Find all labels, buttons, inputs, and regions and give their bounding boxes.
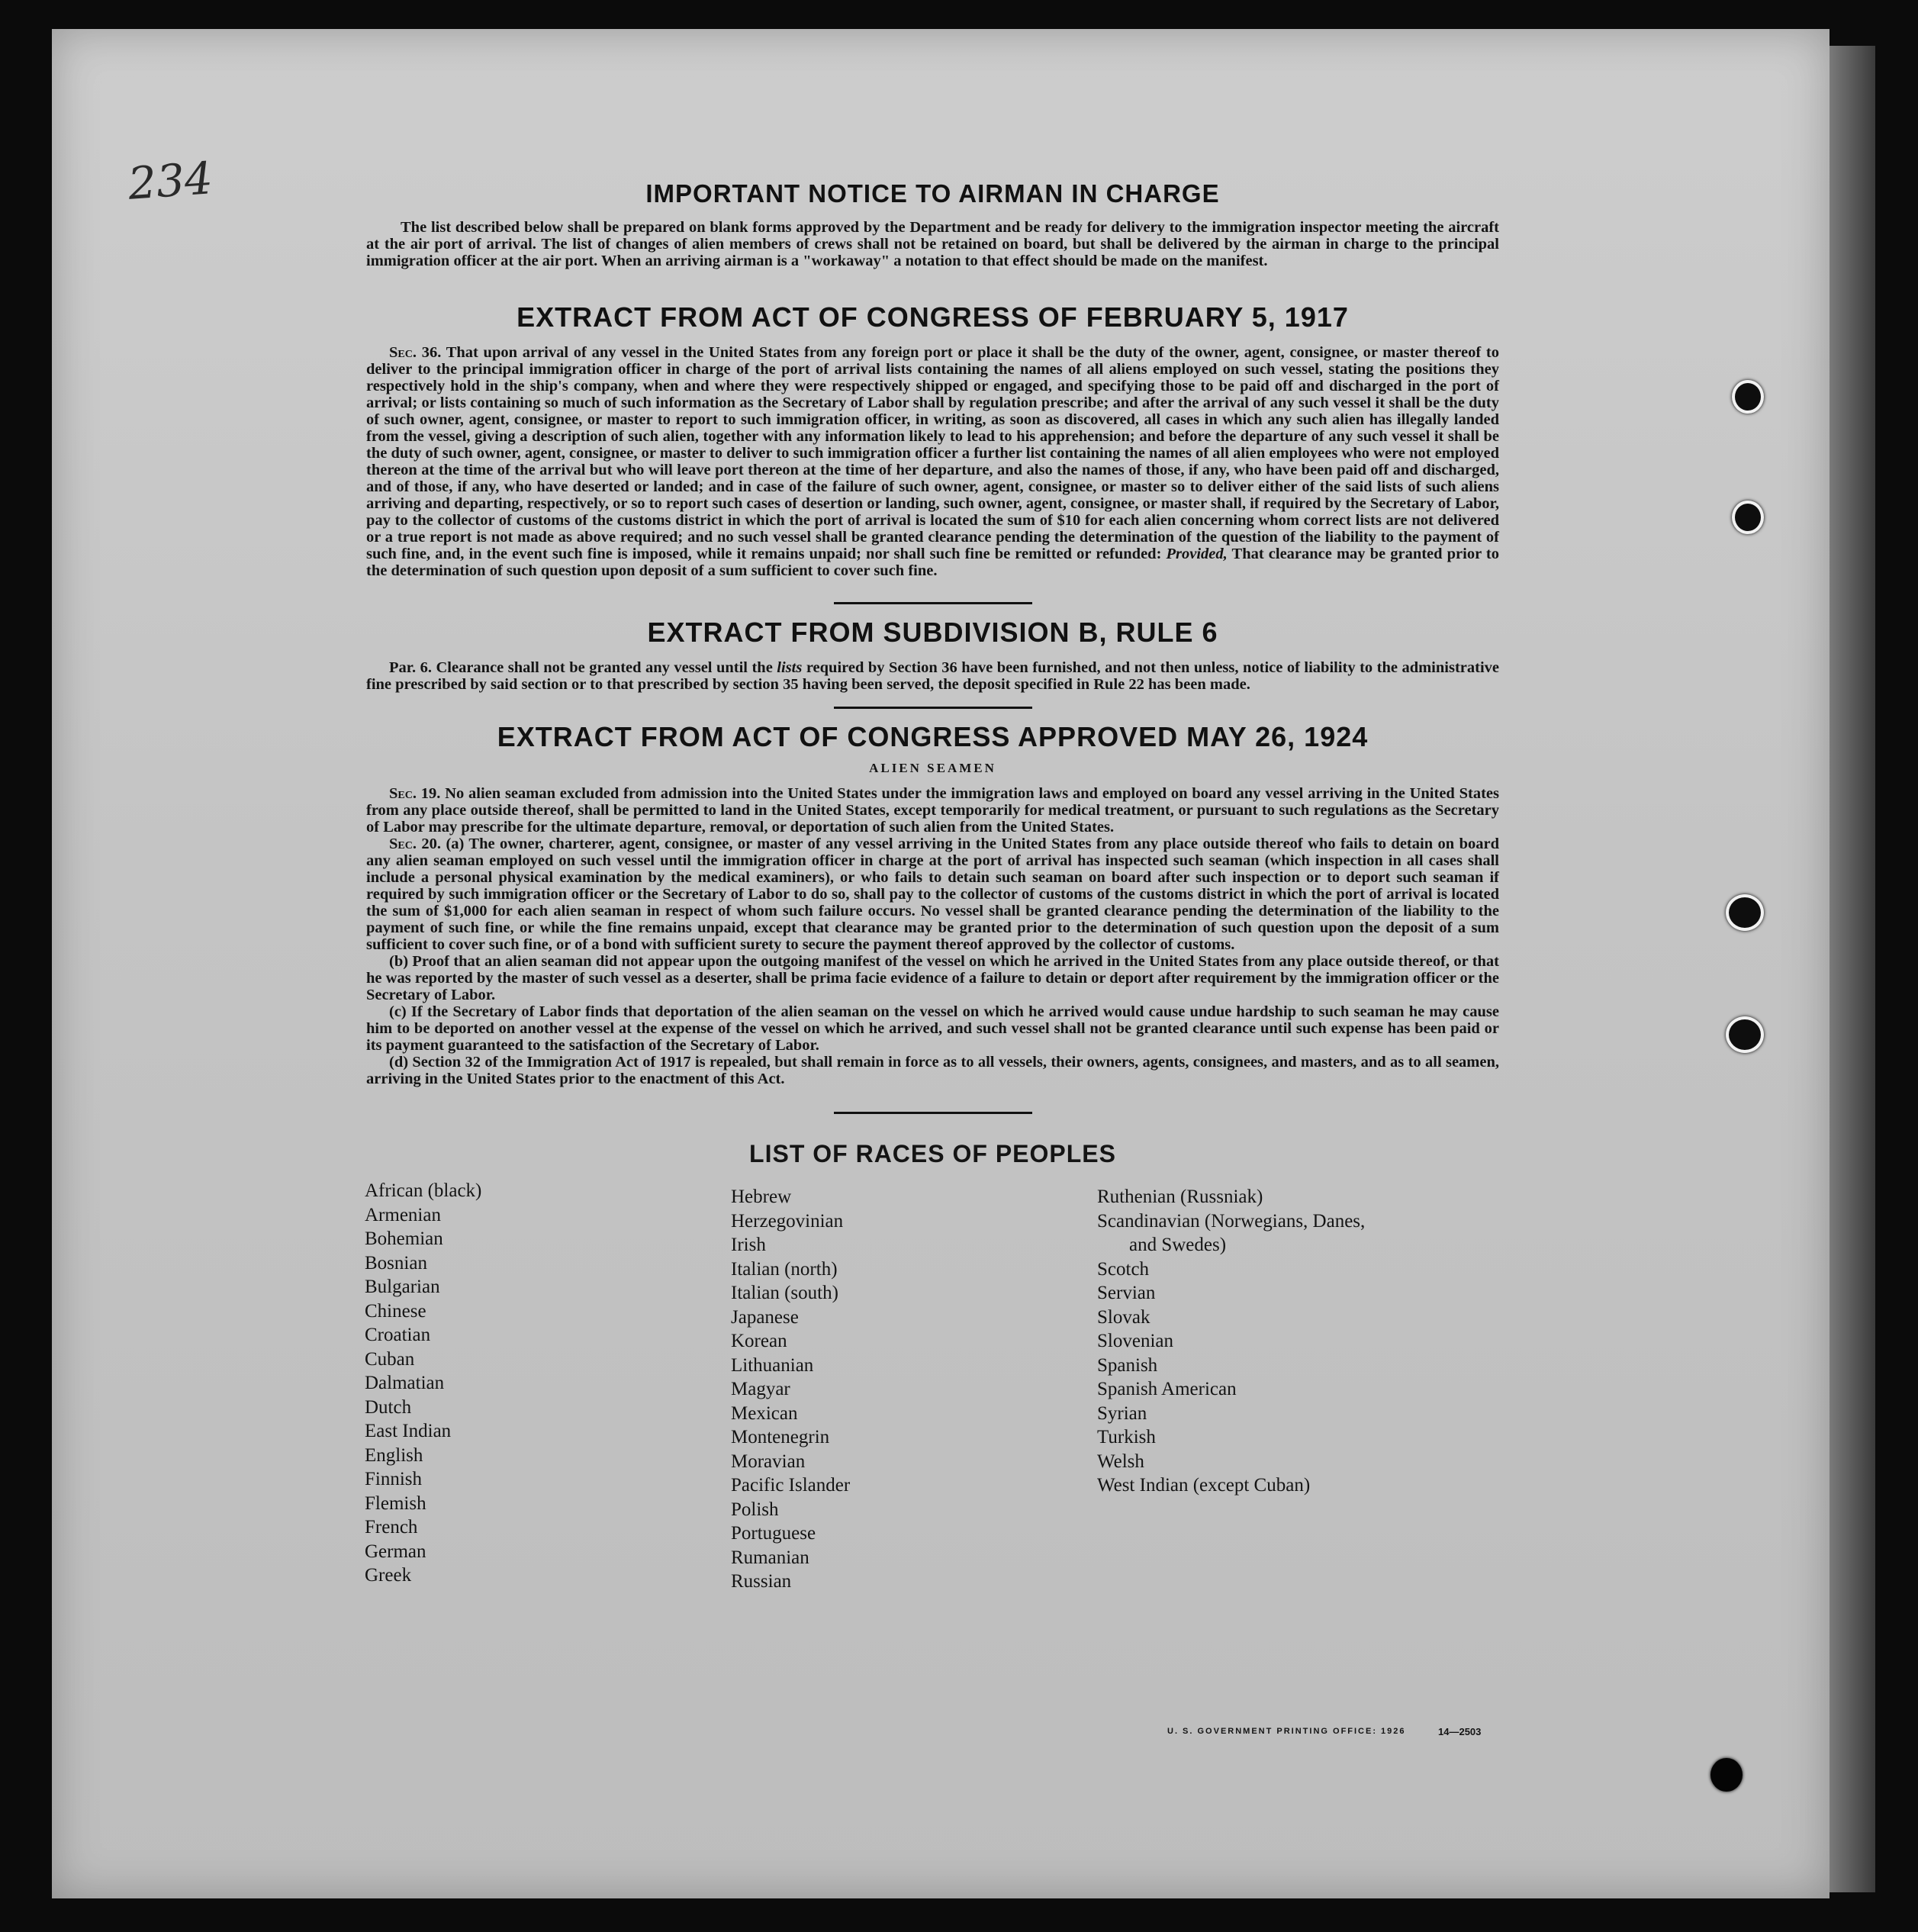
race-item: Russian xyxy=(731,1571,792,1592)
race-item: Armenian xyxy=(365,1204,441,1225)
races-column-1 xyxy=(365,1179,481,1588)
race-item: African (black) xyxy=(365,1180,482,1201)
divider xyxy=(834,1112,1032,1114)
punch-hole xyxy=(1732,501,1764,534)
race-item: Spanish American xyxy=(1097,1379,1237,1399)
race-item: Chinese xyxy=(365,1300,426,1322)
lists-word: lists xyxy=(777,659,803,676)
race-item: Scandinavian (Norwegians, Danes, xyxy=(1097,1210,1366,1232)
sec-19-body: No alien seaman excluded from admission into the United States under the immigration laws and employed on board any vessel arriving in the United States from any place outside thereof, shall be permitted to land in the United States, except temporarily for medical treatment, or pursuant to such regulations as the Secretary of Labor may prescribe for the ultimate departure, removal, or deportation of such alien from the United States. xyxy=(366,785,1500,836)
race-item: Japanese xyxy=(731,1306,799,1328)
rule-6-title: EXTRACT FROM SUBDIVISION B, RULE 6 xyxy=(647,617,1218,648)
race-item: Croatian xyxy=(365,1325,431,1345)
rule-6-text xyxy=(366,659,1499,693)
alien-seamen-subtitle: ALIEN SEAMEN xyxy=(869,761,996,775)
punch-hole xyxy=(1732,380,1764,414)
provided-word: Provided, xyxy=(1166,546,1228,562)
notice-text: The list described below shall be prepared on blank forms approved by the Department and be ready for delivery to the immigration inspector meeting the aircraft at the air port of arrival. The list of changes of alien members of crews shall not be retained on board, but shall be delivered by the airman in charge to the principal immigration officer at the air port. When an arriving airman is a "workaway" a notation to that effect should be made on the manifest. xyxy=(366,219,1499,269)
act-1924-title: EXTRACT FROM ACT OF CONGRESS APPROVED MAY 26, 1924 xyxy=(497,721,1369,752)
race-item: Greek xyxy=(365,1565,412,1586)
sec-36-end: That clearance may be granted prior to the determination of such question upon deposit of a sum sufficient to cover such fine. xyxy=(366,546,1499,579)
race-item: Slovenian xyxy=(1097,1331,1173,1351)
sec-20a-text xyxy=(366,836,1499,953)
sec-20d-text: (d) Section 32 of the Immigration Act of 1917 is repealed, but shall remain in force as to all vessels, their owners, agents, consignees, and masters, and as to all seamen, arriving in the United States prior to the enactment of this Act. xyxy=(366,1054,1499,1087)
race-item: Rumanian xyxy=(731,1547,809,1568)
race-item: Ruthenian (Russniak) xyxy=(1097,1187,1263,1207)
race-item: Lithuanian xyxy=(731,1354,814,1376)
printer-imprint: U. S. GOVERNMENT PRINTING OFFICE: 1926 xyxy=(1167,1727,1406,1736)
race-item: Dutch xyxy=(365,1396,412,1418)
par-6-label: Par. 6. xyxy=(389,659,432,676)
handwritten-page-number: 234 xyxy=(126,152,214,210)
act-1917-title: EXTRACT FROM ACT OF CONGRESS OF FEBRUARY 5, 1917 xyxy=(517,301,1349,333)
sec-20-label: Sec. 20. xyxy=(389,836,442,852)
race-item: Bosnian xyxy=(365,1252,427,1274)
sec-19-label: Sec. 19. xyxy=(389,785,441,802)
race-item: Portuguese xyxy=(731,1523,816,1544)
race-item: Italian (north) xyxy=(731,1258,838,1280)
par-6-text-a: Clearance shall not be granted any vessel until the xyxy=(436,659,773,676)
sec-20b-text: (b) Proof that an alien seaman did not appear upon the outgoing manifest of the vessel on which he arrived in the United States from any place outside thereof, or that he was reported by the master of such vessel as a deserter, shall be prima facie evidence of a failure to detain or deport after requirement by the immigration officer or the Secretary of Labor. xyxy=(366,953,1499,1003)
race-item: Bohemian xyxy=(365,1228,443,1249)
race-item: Moravian xyxy=(731,1451,806,1472)
race-item: Montenegrin xyxy=(731,1427,830,1447)
par-6-text-b: required by Section 36 have been furnished, and not then unless, notice of liability to the administrative fine prescribed by said section or to that prescribed by section 35 having been served, the deposit specified in Rule 22 has been made. xyxy=(366,659,1500,693)
race-item: Polish xyxy=(731,1499,779,1520)
race-item: Scotch xyxy=(1097,1258,1150,1280)
race-item: Pacific Islander xyxy=(731,1475,851,1496)
race-item: Irish xyxy=(731,1235,766,1255)
race-item: East Indian xyxy=(365,1421,452,1441)
race-item: and Swedes) xyxy=(1129,1235,1227,1255)
races-column-3 xyxy=(1097,1185,1365,1498)
races-title: LIST OF RACES OF PEOPLES xyxy=(749,1140,1116,1167)
sec-20c-text: (c) If the Secretary of Labor finds that deportation of the alien seaman on the vessel on which he arrived would cause undue hardship to such seaman he may cause him to be deported on another vessel at the expense of the vessel on which he arrived, and such vessel shall not be granted clearance until such expense has been paid or its payment guaranteed to the satisfaction of the Secretary of Labor. xyxy=(366,1003,1499,1054)
divider xyxy=(834,707,1032,709)
race-item: Hebrew xyxy=(731,1187,792,1207)
race-item: English xyxy=(365,1444,423,1466)
race-item: Herzegovinian xyxy=(731,1210,844,1232)
race-item: Cuban xyxy=(365,1348,415,1370)
race-item: Finnish xyxy=(365,1469,423,1489)
race-item: German xyxy=(365,1541,426,1562)
punch-hole xyxy=(1726,1016,1764,1053)
divider xyxy=(834,602,1032,604)
document-content xyxy=(366,179,1499,1591)
sec-36-label: Sec. 36. xyxy=(389,344,442,361)
notice-title: IMPORTANT NOTICE TO AIRMAN IN CHARGE xyxy=(645,179,1220,208)
race-item: Italian (south) xyxy=(731,1283,838,1303)
race-item: Spanish xyxy=(1097,1354,1158,1376)
race-item: Syrian xyxy=(1097,1402,1147,1424)
race-item: West Indian (except Cuban) xyxy=(1097,1475,1311,1496)
race-item: Slovak xyxy=(1097,1306,1150,1328)
sec-36-body: That upon arrival of any vessel in the United States from any foreign port or place it shall be the duty of the owner, agent, consignee, or master thereof to deliver to the principal immigration officer in charge of the port of arrival lists containing the names of all aliens employed on such vessel, stating the positions they respectively hold in the ship's company, when and where they were respectively shipped or engaged, and specifying those to be paid off and discharged in the port of arrival; or lists containing so much of such information as the Secretary of Labor shall by regulation prescribe; and after the arrival of any such vessel it shall be the duty of such owner, agent, consignee, or master to report to such immigration officer, in writing, as soon as discovered, all cases in which any such alien has illegally landed from the vessel, giving a description of such alien, together with any information likely to lead to his apprehension; and before the departure of any such vessel it shall be the duty of such owner, agent, consignee, or master to deliver to such immigration officer a further list containing the names of all alien employees who were not employed thereon at the time of the arrival but who will leave port thereon at the time of her departure, and also the names of those, if any, who have been paid off and discharged, and of those, if any, who have deserted or landed; and in case of the failure of such owner, agent, consignee, or master so to deliver either of the said lists of such aliens arriving and departing, respectively, or so to report such cases of desertion or landing, such owner, agent, consignee, or master shall, if required by the Secretary of Labor, pay to the collector of customs of the customs district in which the port of arrival is located the sum of $10 for each alien concerning whom correct lists are not delivered or a true report is not made as above required; and no such vessel shall be granted clearance pending the determination of the question of the liability to the payment of such fine, and, in the event such fine is imposed, while it remains unpaid; nor shall such fine be remitted or refunded: xyxy=(366,344,1499,562)
race-item: Flemish xyxy=(365,1492,426,1514)
form-number: 14—2503 xyxy=(1438,1726,1482,1737)
underlying-page-edge xyxy=(1830,46,1875,1892)
race-item: Bulgarian xyxy=(365,1277,440,1297)
sec-20a-body: (a) The owner, charterer, agent, consignee, or master of any vessel arriving in the United States from any place outside thereof who fails to detain on board any alien seaman employed on such vessel until the immigration officer in charge at the port of arrival has inspected such seaman (which inspection in all cases shall include a personal physical examination by the medical examiners), or who fails to detain such seaman on board after such inspection or to deport such seaman if required by such immigration officer or the Secretary of Labor to do so, shall pay to the collector of customs of the customs district in which the port of arrival is located the sum of $1,000 for each alien seaman in respect of whom such failure occurs. No vessel shall be granted clearance pending the determination of the liability to the payment of such fine, or while the fine remains unpaid, except that clearance may be granted prior to the determination of such question upon the deposit of a sum sufficient to cover such fine, or of a bond with sufficient surety to secure the payment thereof approved by the collector of customs. xyxy=(366,836,1499,953)
race-item: Welsh xyxy=(1097,1451,1144,1472)
race-item: Servian xyxy=(1097,1283,1156,1303)
race-item: French xyxy=(365,1517,418,1538)
race-item: Mexican xyxy=(731,1402,798,1424)
race-item: Magyar xyxy=(731,1379,790,1399)
race-item: Dalmatian xyxy=(365,1373,445,1393)
races-column-2 xyxy=(731,1185,850,1594)
race-item: Korean xyxy=(731,1331,787,1351)
punch-hole xyxy=(1726,894,1764,931)
act-1917-text xyxy=(366,344,1499,579)
sec-19-text xyxy=(366,785,1499,836)
race-item: Turkish xyxy=(1097,1427,1156,1447)
races-list xyxy=(366,1179,1499,1591)
punch-hole xyxy=(1710,1758,1743,1792)
